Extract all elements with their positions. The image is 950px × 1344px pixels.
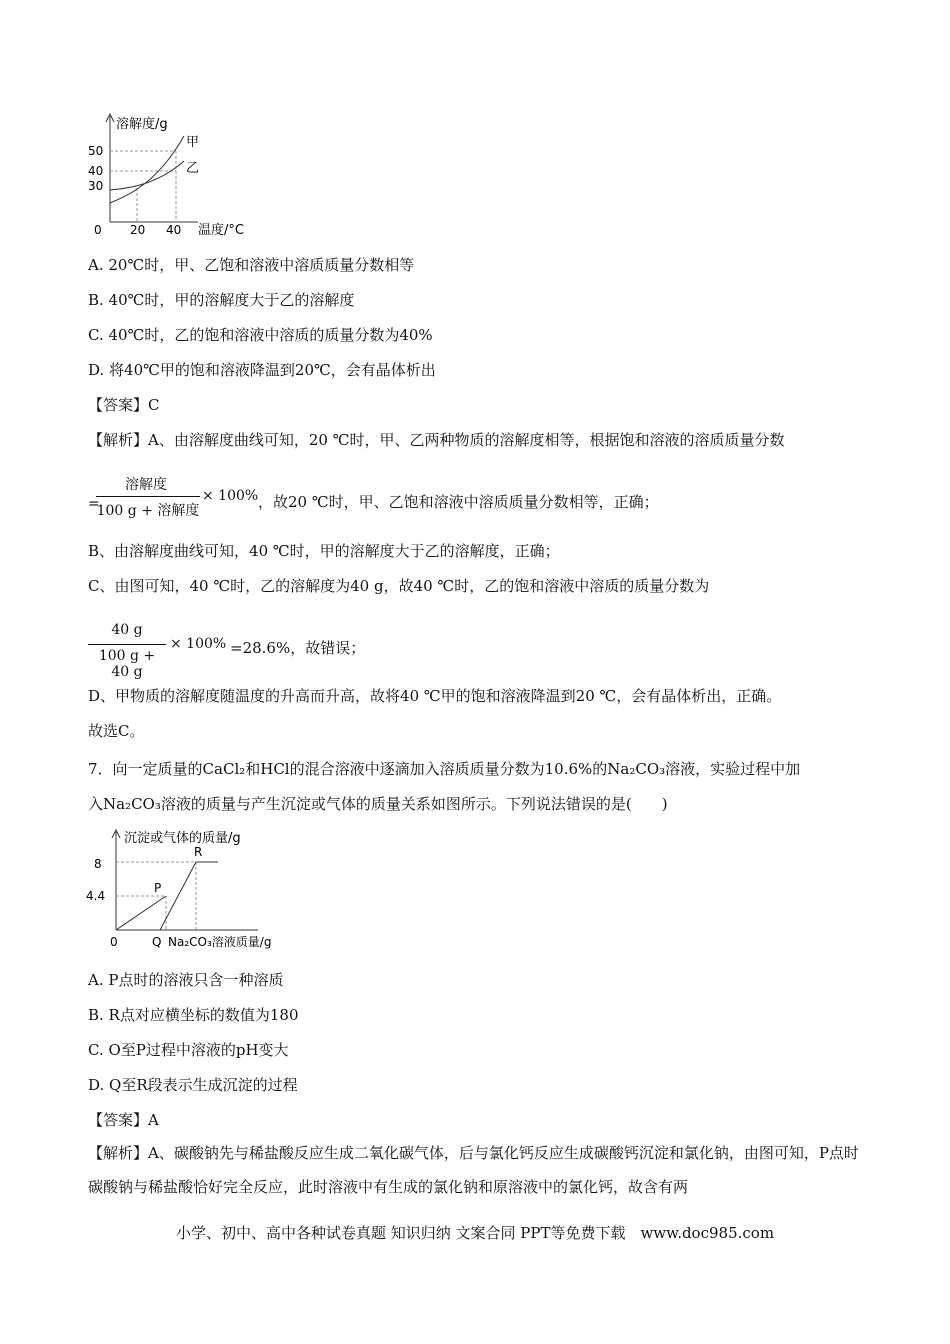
series-label-jia: 甲 <box>186 135 200 150</box>
q7-option-a: A. P点时的溶液只含一种溶质 <box>88 971 284 989</box>
ytick-40: 40 <box>88 164 104 178</box>
q6-analysis-a2: ，故20 ℃时，甲、乙饱和溶液中溶质质量分数相等，正确； <box>258 493 659 511</box>
q7-stem-line2: 入Na₂CO₃溶液的质量与产生沉淀或气体的质量关系如图所示。下列说法错误的是( ) <box>88 795 668 813</box>
ytick-50: 50 <box>88 144 104 158</box>
q7-stem-line1: 7．向一定质量的CaCl₂和HCl的混合溶液中逐滴加入溶质质量分数为10.6%的Na₂CO₃溶液，实验过程中加 <box>88 760 801 778</box>
chart1-xlabel: 温度/°C <box>198 223 244 238</box>
formula-1-denominator: 100 g + 溶解度 <box>96 503 200 519</box>
chart2-origin: 0 <box>110 935 118 949</box>
q7-analysis: 【解析】A、碳酸钠先与稀盐酸反应生成二氧化碳气体，后与氯化钙反应生成碳酸钙沉淀和氯化钠，由图可知，P点时碳酸钠与稀盐酸恰好完全反应，此时溶液中有生成的氯化钠和原溶液中的氯化钙，故含有两 <box>88 1144 859 1196</box>
point-label-q: Q <box>152 935 162 949</box>
formula-1-tail: × 100% <box>202 488 259 504</box>
chart1-origin: 0 <box>94 223 102 237</box>
formula-1-numerator: 溶解度 <box>125 477 167 493</box>
ytick-4.4: 4.4 <box>86 889 106 903</box>
q7-option-c: C. O至P过程中溶液的pH变大 <box>88 1041 289 1059</box>
q7-answer: 【答案】A <box>88 1111 159 1129</box>
ytick-8: 8 <box>94 857 102 871</box>
q6-analysis-a1: 【解析】A、由溶解度曲线可知，20 ℃时，甲、乙两种物质的溶解度相等，根据饱和溶液的溶质质量分数 <box>88 431 785 449</box>
solubility-chart <box>80 108 260 238</box>
formula-2 <box>88 620 238 680</box>
xtick-20: 20 <box>130 223 146 237</box>
q6-option-b: B. 40℃时，甲的溶解度大于乙的溶解度 <box>88 291 355 309</box>
gas-line <box>116 896 166 930</box>
series-label-yi: 乙 <box>186 161 200 176</box>
q6-conclusion: 故选C。 <box>88 722 145 740</box>
q6-option-d: D. 将40℃甲的饱和溶液降温到20℃，会有晶体析出 <box>88 361 436 379</box>
q6-analysis-b: B、由溶解度曲线可知，40 ℃时，甲的溶解度大于乙的溶解度，正确； <box>88 542 560 560</box>
q6-option-c: C. 40℃时，乙的饱和溶液中溶质的质量分数为40% <box>88 326 433 344</box>
q6-analysis-c1: C、由图可知，40 ℃时，乙的溶解度为40 g，故40 ℃时，乙的饱和溶液中溶质的质量分数为 <box>88 577 710 595</box>
precipitate-line <box>160 862 218 930</box>
q6-analysis-d: D、甲物质的溶解度随温度的升高而升高，故将40 ℃甲的饱和溶液降温到20 ℃，会有晶体析出，正确。 <box>88 687 782 705</box>
q6-option-a: A. 20℃时，甲、乙饱和溶液中溶质质量分数相等 <box>88 256 415 274</box>
formula-1-eq: = <box>88 496 100 512</box>
chart2-xlabel: Na₂CO₃溶液质量/g <box>168 935 272 949</box>
chart1-ylabel: 溶解度/g <box>116 117 168 132</box>
precipitate-chart <box>80 826 320 952</box>
curve-yi <box>110 161 184 190</box>
point-label-p: P <box>154 881 162 895</box>
xtick-40: 40 <box>166 223 182 237</box>
ytick-30: 30 <box>88 179 104 193</box>
q6-analysis-c2: =28.6%，故错误； <box>230 639 366 657</box>
chart2-ylabel: 沉淀或气体的质量/g <box>124 831 241 846</box>
point-label-r: R <box>194 845 203 859</box>
page-footer: 小学、初中、高中各种试卷真题 知识归纳 文案合同 PPT等免费下载 www.doc985.com <box>175 1224 775 1242</box>
formula-2-denominator: 100 g + 40 g <box>98 648 156 680</box>
formula-2-tail: × 100% <box>170 636 227 652</box>
q7-option-d: D. Q至R段表示生成沉淀的过程 <box>88 1076 298 1094</box>
formula-2-numerator: 40 g <box>111 622 143 638</box>
q6-answer: 【答案】C <box>88 396 160 414</box>
q7-option-b: B. R点对应横坐标的数值为180 <box>88 1006 299 1024</box>
